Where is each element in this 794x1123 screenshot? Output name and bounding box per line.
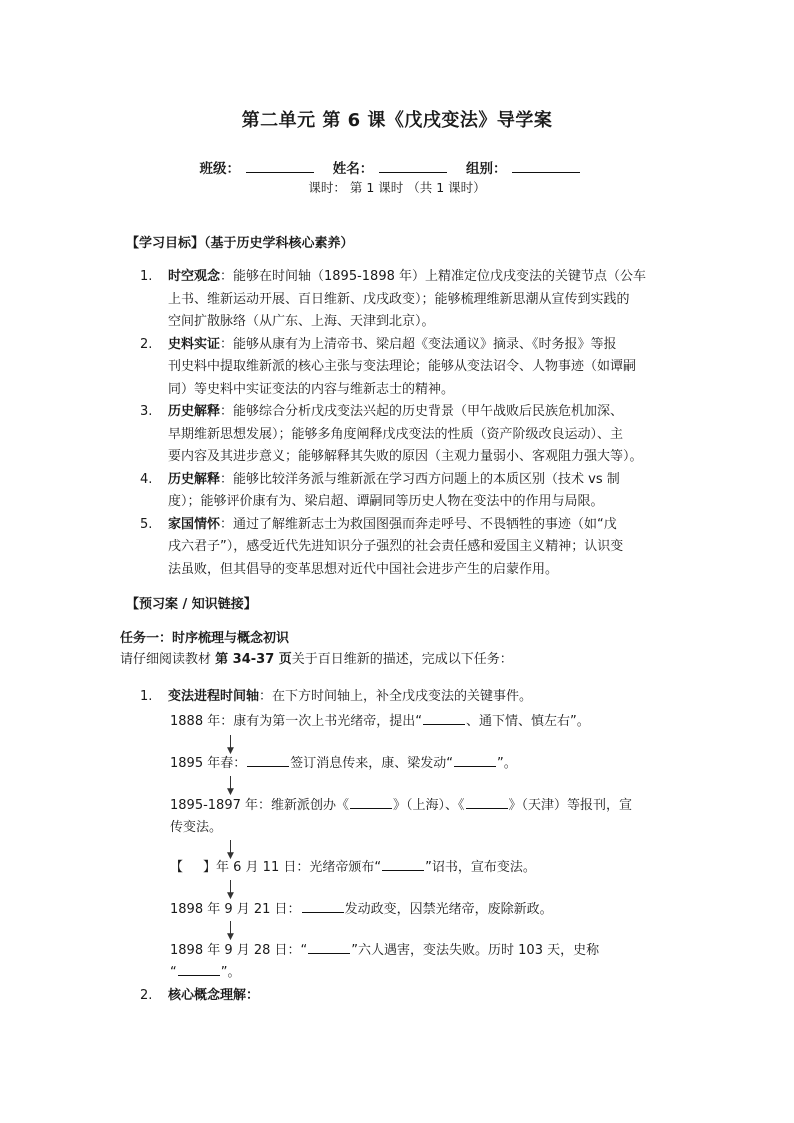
timeline-event-martyrs — [170, 940, 599, 984]
goal-text-line: 刊史料中提取维新派的核心主张与变法理论；能够从变法诏令、人物事迹（如谭嗣 — [168, 359, 637, 374]
group-blank[interactable] — [512, 160, 580, 173]
item-number: 2. — [140, 988, 153, 1003]
task-intro — [120, 648, 513, 667]
goal-label: 历史解释 — [168, 471, 221, 487]
answer-blank[interactable] — [466, 797, 508, 809]
goal-number: 2. — [140, 336, 153, 352]
event-text: 》（天津）等报刊，宣 — [508, 798, 633, 813]
timeline-event-1888 — [170, 711, 590, 733]
student-info-row — [0, 157, 794, 177]
item-label: 变法进程时间轴 — [168, 689, 260, 704]
goal-text-line: 上书、维新运动开展、百日维新、戊戌政变）；能够梳理维新思潮从宣传到实践的 — [168, 291, 630, 307]
event-text: 》（上海）、《 — [393, 798, 465, 813]
intro-after: 关于百日维新的描述，完成以下任务： — [291, 652, 513, 667]
goals-list — [140, 266, 700, 581]
event-text: ”诏书，宣布变法。 — [425, 860, 536, 875]
down-arrow-icon: ▼ — [226, 921, 236, 941]
down-arrow-icon: ▼ — [226, 735, 236, 755]
goal-text-line: 空间扩散脉络（从广东、上海、天津到北京）。 — [168, 314, 435, 329]
goal-number: 4. — [140, 471, 153, 487]
goal-label: 历史解释 — [168, 404, 221, 419]
group-label: 组别： — [465, 161, 507, 177]
event-text: 1895-1897 年：维新派创办《 — [170, 798, 349, 813]
goal-label: 家国情怀 — [168, 516, 221, 532]
goal-text-line: 戌六君子”），感受近代先进知识分子强烈的社会责任感和爱国主义精神；认识变 — [168, 539, 624, 554]
event-text: 】年 6 月 11 日：光绪帝颁布“ — [203, 860, 382, 875]
goal-text-line: 要内容及其进步意义；能够解释其失败的原因（主观力量弱小、客观阻力强大等）。 — [168, 449, 643, 464]
answer-blank[interactable] — [247, 755, 289, 767]
goal-number: 5. — [140, 516, 153, 532]
intro-before: 请仔细阅读教材 — [120, 652, 216, 667]
event-text: 1898 年 9 月 28 日：“ — [170, 943, 308, 958]
answer-blank[interactable] — [308, 942, 350, 954]
goal-text-line: 早期维新思想发展）；能够多角度阐释戊戌变法的性质（资产阶级改良运动）、主 — [168, 426, 624, 442]
preview-heading: 【预习案 / 知识链接】 — [126, 597, 257, 612]
intro-pages: 第 34-37 页 — [215, 652, 292, 667]
down-arrow-icon: ▼ — [226, 840, 236, 860]
down-arrow-icon: ▼ — [226, 880, 236, 900]
event-text: “ — [170, 965, 177, 980]
goal-item — [140, 266, 700, 334]
class-blank[interactable] — [246, 160, 314, 173]
name-blank[interactable] — [379, 160, 447, 173]
event-text: 、通下情、慎左右”。 — [465, 714, 590, 729]
goal-text-line: 度）；能够评价康有为、梁启超、谭嗣同等历史人物在变法中的作用与局限。 — [168, 494, 604, 509]
timeline-event-coup — [170, 899, 553, 921]
timeline-event-edict — [170, 857, 536, 879]
goal-item — [140, 401, 700, 469]
event-text: ”。 — [496, 756, 517, 771]
concept-task — [140, 984, 259, 1003]
timeline-event-1895-1897 — [170, 795, 632, 839]
timeline-event-1895 — [170, 753, 517, 775]
answer-blank[interactable] — [178, 964, 220, 976]
timeline-task — [140, 685, 532, 704]
event-text: 发动政变，囚禁光绪帝，废除新政。 — [344, 902, 553, 917]
down-arrow-icon: ▼ — [226, 776, 236, 796]
event-text: 传变法。 — [170, 820, 223, 835]
goal-label: 史料实证 — [168, 336, 221, 352]
goal-number: 3. — [140, 404, 153, 419]
event-text: 1888 年：康有为第一次上书光绪帝，提出“ — [170, 714, 422, 729]
event-text: ”。 — [220, 965, 241, 980]
item-text: ：在下方时间轴上，补全戊戌变法的关键事件。 — [259, 689, 533, 704]
goals-heading: 【学习目标】（基于历史学科核心素养） — [126, 236, 354, 251]
event-text: ”六人遇害，变法失败。历时 103 天，史称 — [351, 943, 600, 958]
goal-text-line: ：能够在时间轴（1895-1898 年）上精准定位戊戌变法的关键节点（公车 — [220, 269, 647, 284]
goal-text-line: 法虽败，但其倡导的变革思想对近代中国社会进步产生的启蒙作用。 — [168, 561, 559, 577]
name-label: 姓名： — [332, 161, 374, 177]
event-text: 【 — [170, 860, 184, 875]
answer-blank[interactable] — [382, 859, 424, 871]
period-info: 课时： 第 1 课时 （共 1 课时） — [308, 180, 486, 195]
item-number: 1. — [140, 689, 153, 704]
goal-number: 1. — [140, 269, 153, 284]
goal-text-line: 同）等史料中实证变法的内容与维新志士的精神。 — [168, 381, 455, 397]
answer-blank[interactable] — [423, 713, 465, 725]
goal-text-line: ：能够比较洋务派与维新派在学习西方问题上的本质区别（技术 vs 制 — [220, 471, 620, 487]
goal-text-line: ：能够综合分析戊戌变法兴起的历史背景（甲午战败后民族危机加深、 — [220, 404, 624, 419]
answer-blank[interactable] — [350, 797, 392, 809]
class-label: 班级： — [199, 161, 241, 177]
item-label: 核心概念理解： — [168, 988, 260, 1003]
answer-blank[interactable] — [454, 755, 496, 767]
goal-text-line: ：通过了解维新志士为救国图强而奔走呼号、不畏牺牲的事迹（如“戊 — [220, 516, 617, 532]
page-title: 第二单元 第 6 课《戊戌变法》导学案 — [241, 110, 553, 131]
task-title: 任务一：时序梳理与概念初识 — [120, 631, 290, 646]
goal-item — [140, 334, 700, 402]
goal-item — [140, 469, 700, 514]
goal-item — [140, 514, 700, 582]
goal-label: 时空观念 — [168, 269, 221, 284]
event-text: 签订消息传来，康、梁发动“ — [290, 756, 453, 771]
event-text: 1895 年春： — [170, 756, 247, 771]
goal-text-line: ：能够从康有为上清帝书、梁启超《变法通议》摘录、《时务报》等报 — [220, 336, 617, 352]
event-text: 1898 年 9 月 21 日： — [170, 902, 301, 917]
answer-blank[interactable] — [302, 901, 344, 913]
